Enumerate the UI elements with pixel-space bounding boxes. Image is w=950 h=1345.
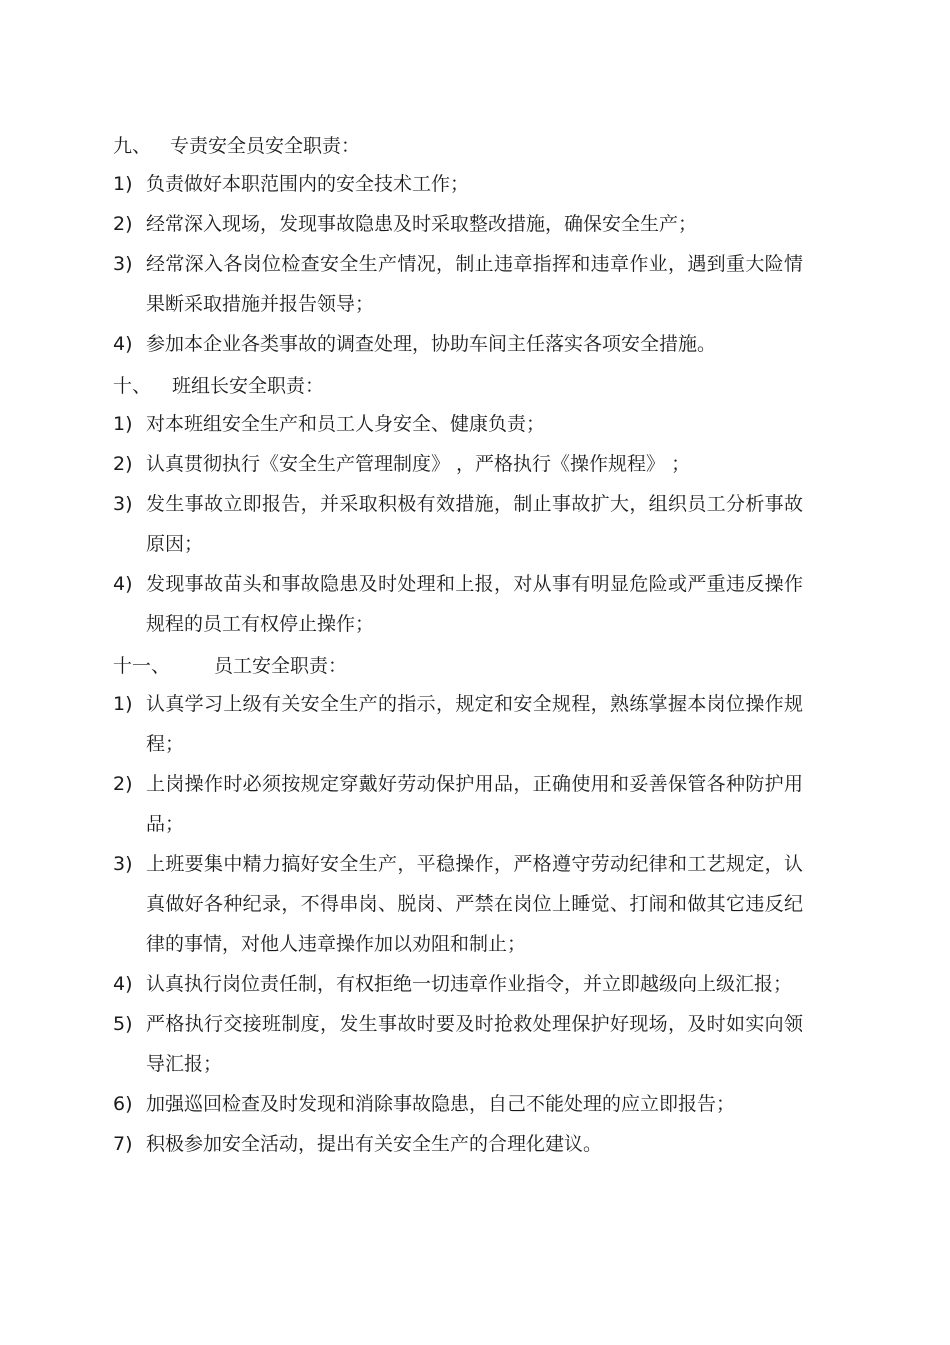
list-item xyxy=(113,764,803,844)
section-title: 班组长安全职责： xyxy=(172,374,325,397)
item-index: 3) xyxy=(113,493,133,515)
list-item xyxy=(113,844,803,964)
section-heading xyxy=(113,644,803,684)
section-number: 十、 xyxy=(113,374,152,397)
item-index: 3) xyxy=(113,253,133,275)
item-index: 1) xyxy=(113,693,133,715)
list-item xyxy=(113,964,803,1004)
item-index: 4) xyxy=(113,973,133,995)
item-index: 4) xyxy=(113,333,133,355)
item-text: 认真执行岗位责任制，有权拒绝一切违章作业指令，并立即越级向上级汇报； xyxy=(146,973,793,995)
list-item xyxy=(113,244,803,324)
list-item xyxy=(113,324,803,364)
item-text: 发现事故苗头和事故隐患及时处理和上报，对从事有明显危险或严重违反操作规程的员工有权停止操作； xyxy=(146,573,803,635)
item-index: 2) xyxy=(113,213,133,235)
item-text: 发生事故立即报告，并采取积极有效措施，制止事故扩大，组织员工分析事故原因； xyxy=(146,493,803,555)
item-text: 负责做好本职范围内的安全技术工作； xyxy=(146,173,470,195)
section-title: 员工安全职责： xyxy=(214,654,348,677)
item-text: 参加本企业各类事故的调查处理，协助车间主任落实各项安全措施。 xyxy=(146,333,717,355)
item-index: 1) xyxy=(113,173,133,195)
item-text: 经常深入现场，发现事故隐患及时采取整改措施，确保安全生产； xyxy=(146,213,698,235)
item-index: 3) xyxy=(113,853,133,875)
item-text: 经常深入各岗位检查安全生产情况，制止违章指挥和违章作业，遇到重大险情果断采取措施并报告领导； xyxy=(146,253,803,315)
item-index: 1) xyxy=(113,413,133,435)
section-number: 九、 xyxy=(113,134,152,157)
list-item xyxy=(113,484,803,564)
section-heading xyxy=(113,364,803,404)
list-item xyxy=(113,564,803,644)
section-11 xyxy=(113,644,803,1164)
item-text: 认真学习上级有关安全生产的指示，规定和安全规程，熟练掌握本岗位操作规程； xyxy=(146,693,803,755)
item-text: 认真贯彻执行《安全生产管理制度》 ，严格执行《操作规程》 ； xyxy=(146,453,691,475)
item-index: 2) xyxy=(113,453,133,475)
list-item xyxy=(113,164,803,204)
section-title: 专责安全员安全职责： xyxy=(170,134,361,157)
item-index: 6) xyxy=(113,1093,133,1115)
item-index: 2) xyxy=(113,773,133,795)
item-text: 加强巡回检查及时发现和消除事故隐患，自己不能处理的应立即报告； xyxy=(146,1093,736,1115)
item-text: 严格执行交接班制度，发生事故时要及时抢救处理保护好现场，及时如实向领导汇报； xyxy=(146,1013,803,1075)
item-index: 5) xyxy=(113,1013,133,1035)
item-text: 对本班组安全生产和员工人身安全、健康负责； xyxy=(146,413,546,435)
section-number: 十一、 xyxy=(113,654,171,677)
item-text: 积极参加安全活动，提出有关安全生产的合理化建议。 xyxy=(146,1133,603,1155)
list-item xyxy=(113,404,803,444)
item-text: 上班要集中精力搞好安全生产，平稳操作，严格遵守劳动纪律和工艺规定，认真做好各种纪录，不得串岗、脱岗、严禁在岗位上睡觉、打闹和做其它违反纪律的事情，对他人违章操作加以劝阻和制止； xyxy=(146,853,803,955)
list-item xyxy=(113,204,803,244)
section-10 xyxy=(113,364,803,644)
item-index: 7) xyxy=(113,1133,133,1155)
item-text: 上岗操作时必须按规定穿戴好劳动保护用品，正确使用和妥善保管各种防护用品； xyxy=(146,773,803,835)
list-item xyxy=(113,1004,803,1084)
list-item xyxy=(113,1124,803,1164)
list-item xyxy=(113,444,803,484)
list-item xyxy=(113,684,803,764)
list-item xyxy=(113,1084,803,1124)
section-9 xyxy=(113,124,803,364)
item-index: 4) xyxy=(113,573,133,595)
section-heading xyxy=(113,124,803,164)
